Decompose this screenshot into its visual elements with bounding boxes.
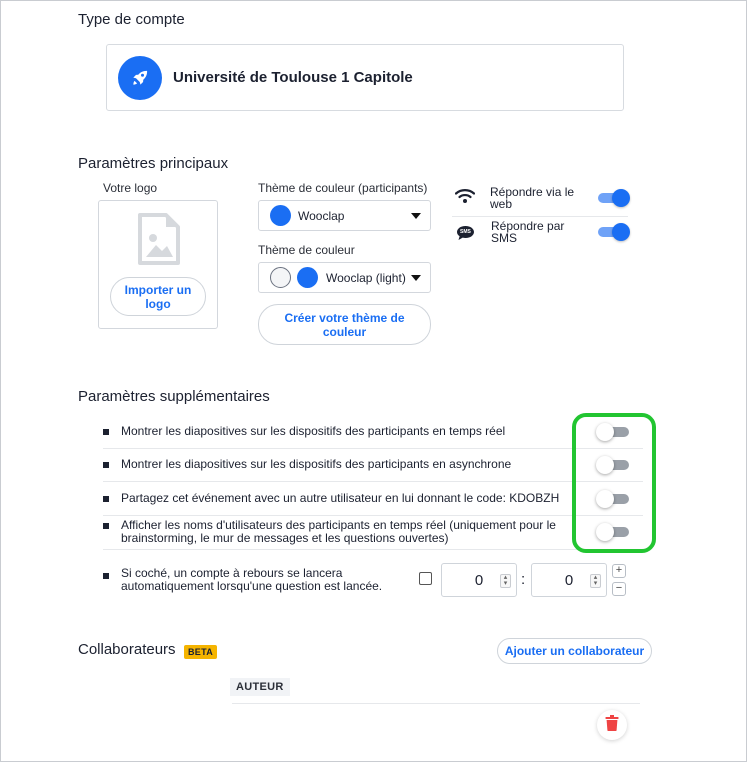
participant-theme-select[interactable] bbox=[258, 200, 431, 231]
sms-icon-text: SMS bbox=[460, 229, 471, 235]
chevron-down-icon bbox=[411, 275, 421, 281]
theme-select[interactable] bbox=[258, 262, 431, 293]
logo-upload-box bbox=[98, 200, 218, 329]
option-async-slides-label: Montrer les diapositives sur les dispositifs des participants en asynchrone bbox=[121, 457, 512, 471]
logo-label: Votre logo bbox=[103, 181, 158, 195]
answer-web-label: Répondre via le web bbox=[490, 185, 575, 211]
divider bbox=[103, 448, 643, 449]
countdown-label: Si coché, un compte à rebours se lancera automatiquement lorsqu'une question est lancée. bbox=[121, 566, 383, 593]
extra-settings-title: Paramètres supplémentaires bbox=[78, 388, 270, 405]
option-share-event-label: Partagez cet événement avec un autre utilisateur en lui donnant le code: KDOBZH bbox=[121, 491, 560, 505]
import-logo-button[interactable]: Importer un logo bbox=[110, 277, 206, 316]
rocket-icon bbox=[118, 56, 162, 100]
seconds-spinner[interactable]: ▴ ▾ bbox=[590, 574, 601, 588]
divider bbox=[103, 549, 643, 550]
seconds-value: 0 bbox=[564, 571, 574, 589]
option-show-usernames-label: Afficher les noms d'utilisateurs des participants en temps réel (uniquement pour le brainstorming, le mur de messages et les questions ouvertes) bbox=[121, 518, 556, 545]
list-bullet bbox=[103, 523, 109, 529]
divider bbox=[103, 515, 643, 516]
beta-badge: BETA bbox=[184, 645, 217, 659]
minutes-input[interactable] bbox=[441, 563, 517, 597]
participant-theme-value: Wooclap bbox=[298, 208, 345, 223]
create-theme-button[interactable]: Créer votre thème de couleur bbox=[258, 304, 431, 345]
add-collaborator-button[interactable]: Ajouter un collaborateur bbox=[497, 638, 652, 664]
divider bbox=[452, 216, 628, 217]
theme-color-swatch bbox=[270, 205, 291, 226]
option-realtime-slides-label: Montrer les diapositives sur les dispositifs des participants en temps réel bbox=[121, 424, 506, 438]
theme-label: Thème de couleur bbox=[258, 243, 355, 257]
list-bullet bbox=[103, 429, 109, 435]
increase-button[interactable]: + bbox=[612, 564, 626, 578]
time-separator: : bbox=[521, 571, 526, 588]
collaborators-title: Collaborateurs bbox=[78, 641, 176, 658]
delete-collaborator-button[interactable] bbox=[597, 710, 627, 740]
image-file-icon bbox=[137, 213, 181, 270]
author-column-header: AUTEUR bbox=[230, 678, 290, 696]
countdown-checkbox[interactable] bbox=[419, 572, 432, 585]
participant-theme-label: Thème de couleur (participants) bbox=[258, 181, 428, 195]
list-bullet bbox=[103, 496, 109, 502]
sms-icon bbox=[456, 225, 475, 241]
main-settings-title: Paramètres principaux bbox=[78, 155, 229, 172]
decrease-button[interactable]: − bbox=[612, 582, 626, 596]
answer-sms-toggle[interactable] bbox=[598, 223, 628, 241]
account-name: Université de Toulouse 1 Capitole bbox=[173, 69, 413, 86]
minutes-value: 0 bbox=[474, 571, 484, 589]
trash-icon bbox=[605, 715, 619, 736]
theme-color-swatch bbox=[297, 267, 318, 288]
answer-sms-label: Répondre par SMS bbox=[491, 219, 565, 245]
chevron-down-icon bbox=[411, 213, 421, 219]
account-section-title: Type de compte bbox=[78, 11, 185, 28]
divider bbox=[232, 703, 640, 704]
minutes-spinner[interactable]: ▴ ▾ bbox=[500, 574, 511, 588]
account-card bbox=[106, 44, 624, 111]
list-bullet bbox=[103, 462, 109, 468]
toggle-highlight-box bbox=[572, 413, 656, 553]
wifi-icon bbox=[455, 188, 475, 209]
answer-web-toggle[interactable] bbox=[598, 189, 628, 207]
theme-value: Wooclap (light) bbox=[326, 270, 406, 285]
seconds-input[interactable] bbox=[531, 563, 607, 597]
divider bbox=[103, 481, 643, 482]
list-bullet bbox=[103, 573, 109, 579]
theme-light-swatch bbox=[270, 267, 291, 288]
